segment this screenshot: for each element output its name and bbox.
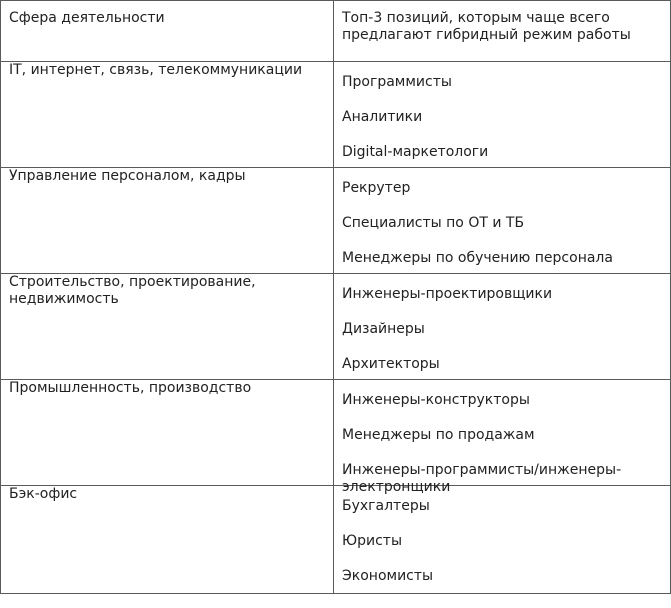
position-item: Дизайнеры bbox=[342, 321, 425, 337]
position-item: Юристы bbox=[342, 533, 403, 549]
header-positions: Топ-3 позиций, которым чаще всего предлагают гибридный режим работы bbox=[334, 1, 671, 62]
positions-cell bbox=[334, 62, 671, 168]
sphere-cell: Управление персоналом, кадры bbox=[1, 168, 334, 274]
position-item: Менеджеры по продажам bbox=[342, 427, 535, 443]
sphere-cell: Бэк-офис bbox=[1, 486, 334, 594]
position-item: Инженеры-конструкторы bbox=[342, 392, 530, 408]
sphere-cell: Строительство, проектирование, недвижимость bbox=[1, 274, 334, 380]
position-item: Программисты bbox=[342, 74, 452, 90]
position-item: Бухгалтеры bbox=[342, 498, 430, 514]
position-item: Инженеры-программисты/инженеры-электронщики bbox=[342, 462, 622, 495]
table-row bbox=[1, 62, 671, 168]
table-row bbox=[1, 168, 671, 274]
positions-cell bbox=[334, 380, 671, 495]
table-row bbox=[1, 274, 671, 380]
sphere-cell: IT, интернет, связь, телекоммуникации bbox=[1, 62, 334, 168]
position-item: Рекрутер bbox=[342, 180, 411, 196]
position-item: Менеджеры по обучению персонала bbox=[342, 250, 613, 266]
header-sphere: Сфера деятельности bbox=[1, 1, 334, 62]
positions-cell bbox=[334, 274, 671, 380]
position-item: Специалисты по ОТ и ТБ bbox=[342, 215, 525, 231]
table-row bbox=[1, 380, 671, 486]
positions-cell bbox=[334, 168, 671, 274]
position-item: Экономисты bbox=[342, 568, 434, 584]
position-item: Инженеры-проектировщики bbox=[342, 286, 553, 302]
position-item: Архитекторы bbox=[342, 356, 440, 372]
sphere-cell: Промышленность, производство bbox=[1, 380, 334, 486]
position-item: Digital-маркетологи bbox=[342, 144, 489, 160]
position-item: Аналитики bbox=[342, 109, 423, 125]
positions-cell bbox=[334, 486, 671, 594]
table-header-row bbox=[1, 1, 671, 62]
table-row bbox=[1, 486, 671, 594]
